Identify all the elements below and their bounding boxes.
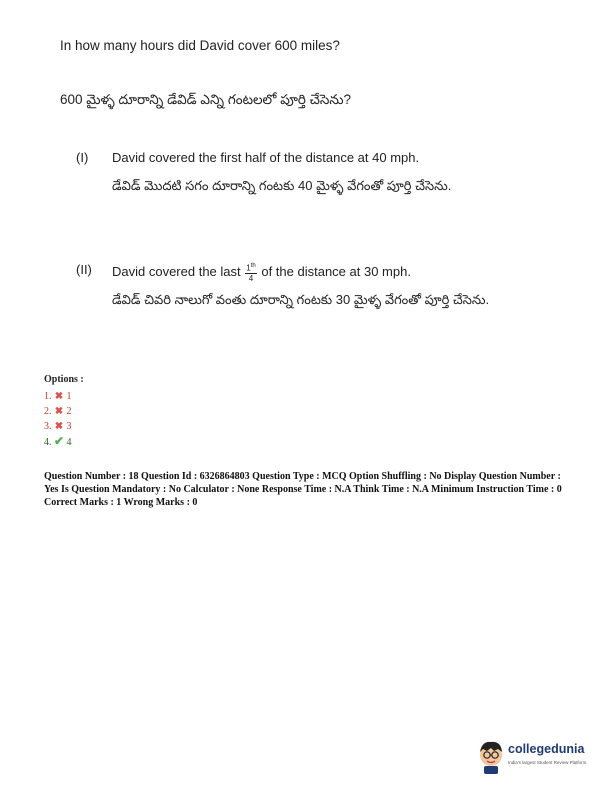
option-value: 3 — [66, 421, 72, 432]
question-english: In how many hours did David cover 600 miles? — [60, 38, 340, 53]
statement-number: (I) — [76, 150, 89, 165]
option-label: 4. — [44, 437, 52, 448]
mascot-icon — [476, 740, 506, 774]
fraction-denominator: 4 — [248, 273, 254, 283]
options-section — [44, 374, 84, 449]
options-heading: Options : — [44, 374, 84, 385]
option-value: 2 — [66, 406, 72, 417]
cross-icon: ✖ — [54, 406, 64, 417]
statement-english — [112, 262, 411, 283]
option-value: 4 — [66, 437, 72, 448]
fraction — [245, 262, 256, 283]
fraction-numerator: 1 — [246, 263, 251, 273]
meta-marks: Correct Marks : 1 Wrong Marks : 0 — [44, 497, 198, 508]
cross-icon: ✖ — [54, 421, 64, 432]
meta-details: Question Number : 18 Question Id : 6326864803 Question Type : MCQ Option Shuffling : No Display Question Number : Yes Is Question Mandatory : No Calculator : None Response Time : N.A Think Time : N.A Minimum Instruction Time : 0 — [44, 471, 562, 495]
cross-icon: ✖ — [54, 391, 64, 402]
fraction-suffix: th — [250, 263, 256, 269]
option-label: 3. — [44, 421, 52, 432]
option-4[interactable] — [44, 434, 84, 449]
question-meta — [44, 470, 574, 509]
statement-text-post: of the distance at 30 mph. — [261, 263, 411, 279]
option-label: 2. — [44, 406, 52, 417]
option-label: 1. — [44, 391, 52, 402]
statement-telugu: డేవిడ్ మొదటి సగం దూరాన్ని గంటకు 40 మైళ్ళ వేగంతో పూర్తి చేసెను. — [112, 178, 452, 193]
statement-english: David covered the first half of the distance at 40 mph. — [112, 150, 420, 165]
question-telugu: 600 మైళ్ళ దూరాన్ని డేవిడ్ ఎన్ని గంటలలో పూర్తి చేసెను? — [60, 92, 352, 107]
option-3[interactable] — [44, 419, 84, 434]
statement-telugu: డేవిడ్ చివరి నాలుగో వంతు దూరాన్ని గంటకు 30 మైళ్ళ వేగంతో పూర్తి చేసెను. — [112, 292, 490, 307]
logo-tagline: India's largest Student Review Platform — [508, 760, 587, 765]
option-value: 1 — [66, 391, 72, 402]
statement-number: (II) — [76, 262, 92, 277]
statement-text-pre: David covered the last — [112, 263, 241, 279]
logo-name: collegedunia — [508, 742, 585, 756]
option-2[interactable] — [44, 404, 84, 419]
option-1[interactable] — [44, 389, 84, 404]
collegedunia-logo — [476, 738, 606, 778]
check-icon: ✔ — [54, 434, 65, 448]
